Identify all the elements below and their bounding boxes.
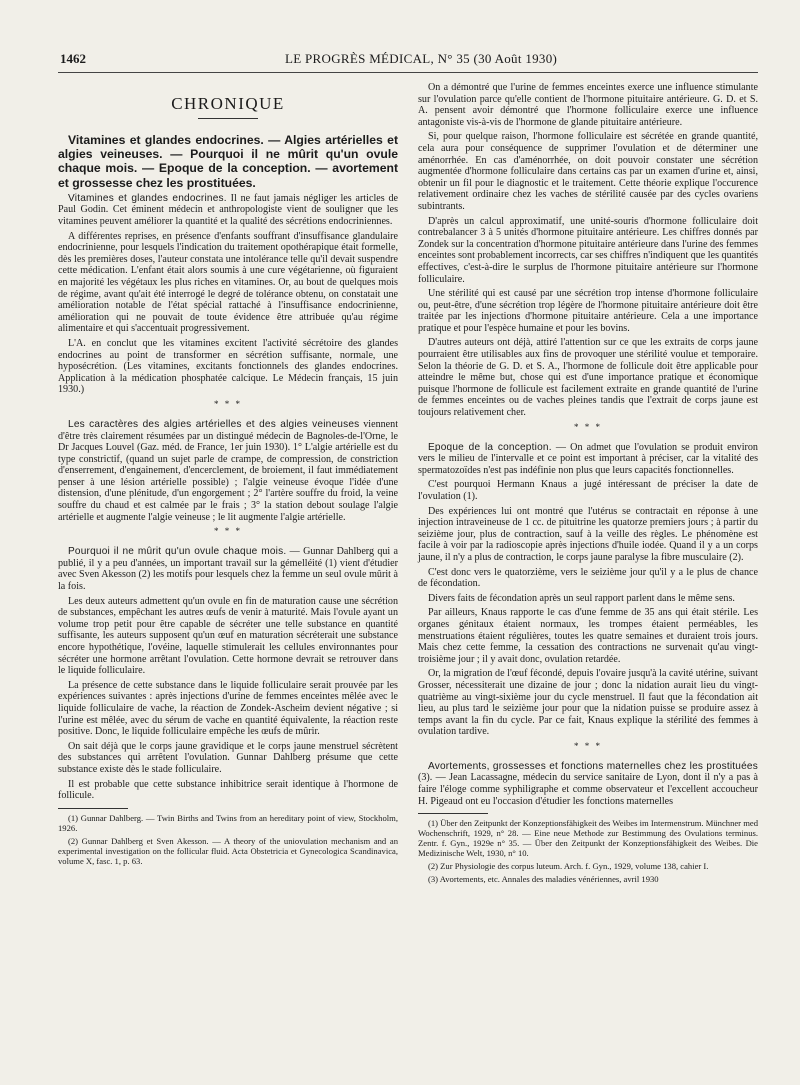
section-title: CHRONIQUE [171,94,285,113]
epoque-text: — On admet que l'ovulation se produit environ vers le milieu de l'intervalle et ce point est important à préciser, car la vitalité des spermatozoïdes n'est pas indéfinie non plus que leurs capacités fonctionnelles. [418,441,758,476]
title-rule [198,118,258,119]
footnote: (2) Zur Physiologie des corpus luteum. Arch. f. Gyn., 1929, volume 138, cahier I. [428,861,709,872]
epoque-paragraph-4: C'est donc vers le quatorzième, vers le seizième jour qu'il y a le plus de chance de fécondation. [418,566,758,590]
algies-paragraph [58,419,398,523]
section-summary: Vitamines et glandes endocrines. — Algies artérielles et algies veineuses. — Pourquoi il ne mûrit qu'un ovule chaque mois. — Epoque de la conception. — avortement et grossesse chez les prostituées. [58,133,398,190]
footnote: (3) Avortements, etc. Annales des maladies vénériennes, avril 1930 [428,874,659,885]
ovule-paragraph-3: La présence de cette substance dans le liquide folliculaire serait prouvée par les expériences suivantes : après injections d'urine de femmes enceintes mêlée avec le liquide folliculaire de vache, la réaction de Zondek-Ascheim devient négative ; si l'urine est mêlée, avec du sérum de vache en quantité équivalente, la réaction reste positive. Donc, le liquide folliculaire empêche les œufs de mûrir. [58,679,398,738]
page-header [60,48,755,70]
avortements-paragraph [418,761,758,807]
epoque-heading: Epoque de la conception. [428,441,552,453]
ovule-text: — Gunnar Dahlberg qui a publié, il y a peu d'années, un important travail sur la gémelléité (1) vient d'étudier avec Sven Akesson (2) les motifs pour lesquels chez la femme un seul ovule mûrit à la fois. [58,546,399,593]
algies-text: viennent d'être très clairement résumées par un distingué médecin de Bagnoles-de-l'Orne, le Dr Jacques Louvel (Gaz. méd. de France, 1er juin 1930). 1° L'algie artérielle est du type constrictif, (quand un sujet parle de crampe, de compression, de constriction d'enserrement, d'engainement, d'encerclement, de broiement, il faut immédiatement penser à une lésion artérielle possible) ; l'algie veineuse évoque l'idée d'une distension, d'une plénitude, d'un engorgement ; 2° l'artère souffre du froid, la veine souffre du chaud et est calmée par le frais ; 3° la station debout soulage l'algie artérielle et augmente l'algie veineuse ; le lit augmente l'algie artérielle. [58,418,399,523]
right-paragraph-5: D'autres auteurs ont déjà, attiré l'attention sur ce que les extraits de corps jaune pourraient être utilisables aux fins de provoquer une stérilité voulue et temporaire. Selon la théorie de G. D. et S. A., l'hormone de follicule doit être applicable pour atteindre le même but, chose qui est d'une importance pratique et économique puisque l'hormone de follicule est facilement extraite en grande quantité de l'urine de femmes enceintes ou de vaches pleines tandis que l'extrait de corps jaune est toujours relativement cher. [418,337,758,419]
epoque-paragraph-3: Des expériences lui ont montré que l'utérus se contractait en réponse à une injection intraveineuse de 1 cc. de pituitrine les quatorze premiers jours ; à partir du seizième jour, plus de contraction, sauf à la veille des règles. Le phénomène est facile à voir par la radioscopie après injections d'huile iodée. Quand il y a un corps jaune, il n'y a plus de contraction, le corps jaune paralyse la fibre musculaire (2). [418,505,758,563]
vitamines-heading: Vitamines et glandes endocrines. [68,192,227,204]
right-paragraph-1: On a démontré que l'urine de femmes enceintes exerce une influence stimulante sur l'ovulation parce qu'elle contient de l'hormone pituitaire antérieure. G. D. et S. A. pensent avoir démontré que l'hormone folliculaire exerce une influence antagoniste vis-à-vis de l'hormone de glande pituitaire antérieure. [418,82,758,128]
left-column [58,84,398,869]
section-separator: * * * [214,526,242,537]
avortements-heading: Avortements, grossesses et fonctions maternelles chez les prostituées [428,760,758,772]
header-rule [58,72,758,73]
vitamines-paragraph-3: L'A. en conclut que les vitamines excitent l'activité sécrétoire des glandes endocrines au point de transformer en sécrétion suffisante, normale, une hyposécrétion. (Les vitamines, excitants fonctionnels des glandes endocrines. Application à la médication phosphatée calcique. Le Médecin français, 15 juin 1930.) [58,337,398,396]
section-separator: * * * [574,740,602,751]
footnote: (2) Gunnar Dahlberg et Sven Akesson. — A theory of the uniovulation mechanism and an experimental investigation on the follicular fluid. Acta Obstetricia et Gynecologica Scandinavica, volume X, fasc. 1, p. 63. [58,835,398,866]
footnote: (1) Gunnar Dahlberg. — Twin Births and Twins from an hereditary point of view, Stockholm, 1926. [58,812,398,833]
ovule-paragraph-4: On sait déjà que le corps jaune gravidique et le corps jaune menstruel sécrètent des substances qui arrêtent l'ovulation. Gunnar Dahlberg présume que cette substance existe dès le stade folliculaire. [58,740,398,775]
epoque-paragraph-5: Divers faits de fécondation après un seul rapport parlent dans le même sens. [428,592,735,604]
avortements-text: (3). — Jean Lacassagne, médecin du service sanitaire de Lyon, dont il n'y a pas à faire l'éloge comme syphiligraphe et comme observateur et l'excellent accoucheur H. Pigeaud ont eu l'occasion d'étudier les fonctions maternelles [418,772,758,807]
epoque-paragraph-2: C'est pourquoi Hermann Knaus a jugé intéressant de préciser la date de l'ovulation (1). [418,479,758,502]
running-title: LE PROGRÈS MÉDICAL, N° 35 (30 Août 1930) [285,51,558,66]
epoque-paragraph-1 [418,442,758,477]
footnote-rule [58,808,128,809]
section-separator: * * * [574,421,602,432]
ovule-heading: Pourquoi il ne mûrit qu'un ovule chaque mois. [68,546,287,558]
vitamines-paragraph-2: A différentes reprises, en présence d'enfants souffrant d'insuffisance glandulaire endocrinienne, pour lesquels l'indication du traitement opothérapique était formelle, dès les premières doses, l'auteur constata une intolérance telle qu'il devait suspendre cette médication. L'enfant était alors soumis à une cure végétarienne, où figuraient en majorité les végétaux les plus riches en vitamines. Or, au bout de quelques mois de régime, avant qu'ait été interrogé le degré de tolérance obtenu, on constatait une amélioration notable de l'état spécial rattaché à l'insuffisance endocrinienne, amélioration qui ne pouvait de toute évidence être attribuée qu'au régime alimentaire et qui s'accentuait progressivement. [58,230,398,335]
page-number: 1462 [60,51,86,66]
ovule-paragraph-5: Il est probable que cette substance inhibitrice serait identique à l'hormone de follicule. [58,778,398,802]
right-paragraph-3: D'après un calcul approximatif, une unité-souris d'hormone folliculaire doit contrebalancer 3 à 5 unités d'hormone pituitaire antérieure. Les chiffres donnés par Zondek sur la concentration d'hormone pituitaire antérieure dans l'urine des femmes enceintes sont probablement incorrects, car ses chiffres n'indiquent que les quantités effectives, c'est-à-dire le surplus de l'hormone pituitaire antérieure sur l'hormone folliculaire. [418,215,758,285]
right-paragraph-4: Une stérilité qui est causé par une sécrétion trop intense d'hormone folliculaire ou, peut-être, d'une sécrétion trop légère de l'hormone pituitaire antérieure doit être traitée par les injections d'hormone pituitaire antérieure. Cela a une importance pratique et pour l'espèce humaine et pour les bovins. [418,288,758,334]
right-paragraph-2: Si, pour quelque raison, l'hormone folliculaire est sécrétée en grande quantité, cela aura pour conséquence de supprimer l'ovulation et de déterminer une aménorrhée. En cas d'aménorrhée, on doit pouvoir constater une sécrétion augmentée d'hormone folliculaire dans certains cas par un examen d'urine et, ainsi, obtenir un fil pour le diagnostic et le traitement. Cette théorie explique l'occurence relativement ordinaire chez les vaches de stérilité causée par des cycles ovariens subintrants. [418,131,758,212]
right-column [418,82,758,887]
epoque-paragraph-6: Par ailleurs, Knaus rapporte le cas d'une femme de 35 ans qui était stérile. Les organes génitaux étaient normaux, les trompes étaient perméables, les menstruations étaient régulières, toutes les quatre semaines et duraient trois jours. Mais chez cette femme, la cessation des contractions ne survenait qu'au vingt-troisième jour ; il y avait donc, ovulation retardée. [418,607,758,665]
epoque-paragraph-7: Or, la migration de l'œuf fécondé, depuis l'ovaire jusqu'à la cavité utérine, suivant Grosser, nécessiterait une dizaine de jour ; donc la nidation aurait lieu du vingt-quatrième au vingt-sixième jour du cycle menstruel. Il faut que la fécondation ait lieu, au plus tard le seizième jour pour que la nidation puisse se produire assez à temps avant la fin du cycle. Par ce fait, Knaus explique la stérilité des femmes à ovulation tardive. [418,668,758,738]
section-separator: * * * [214,398,242,409]
ovule-paragraph-1 [58,546,398,592]
footnote: (1) Über den Zeitpunkt der Konzeptionsfähigkeit des Weibes im Intermenstrum. Münchner med Wochenschrift, 1929, n° 28. — Eine neue Methode zur Bestimmung des Ovulations terminus. Zentr. f. Gyn., 1929e n° 35. — Über den Zeitpunkt der Konzeptionsfähigkeit des Weibes. Die Medizinische Welt, 1930, n° 10. [418,818,758,859]
footnote-rule [418,813,488,814]
algies-heading: Les caractères des algies artérielles et des algies veineuses [68,418,360,430]
vitamines-paragraph-1 [58,193,398,228]
vitamines-text: Il ne faut jamais négliger les articles de Paul Godin. Cet éminent médecin et anthropologiste vient de souligner que les vitamines peuvent améliorer la quantité et la qualité des sécrétions endocriniennes. [58,192,399,227]
ovule-paragraph-2: Les deux auteurs admettent qu'un ovule en fin de maturation cause une sécrétion de substances, empêchant les autres œufs de venir à maturité. Mais l'ovule ayant un volume trop petit pour être capable de sécréter une telle substance en quantité suffisante, les auteurs supposent qu'un œuf en maturation sécréterait une substance encore hypothétique, l'ovéine, laquelle stimulerait les cellules environnantes pour sécréter une hormone arrêtant l'ovulation. Cette hormone devrait se retrouver dans le liquide folliculaire. [58,595,398,677]
